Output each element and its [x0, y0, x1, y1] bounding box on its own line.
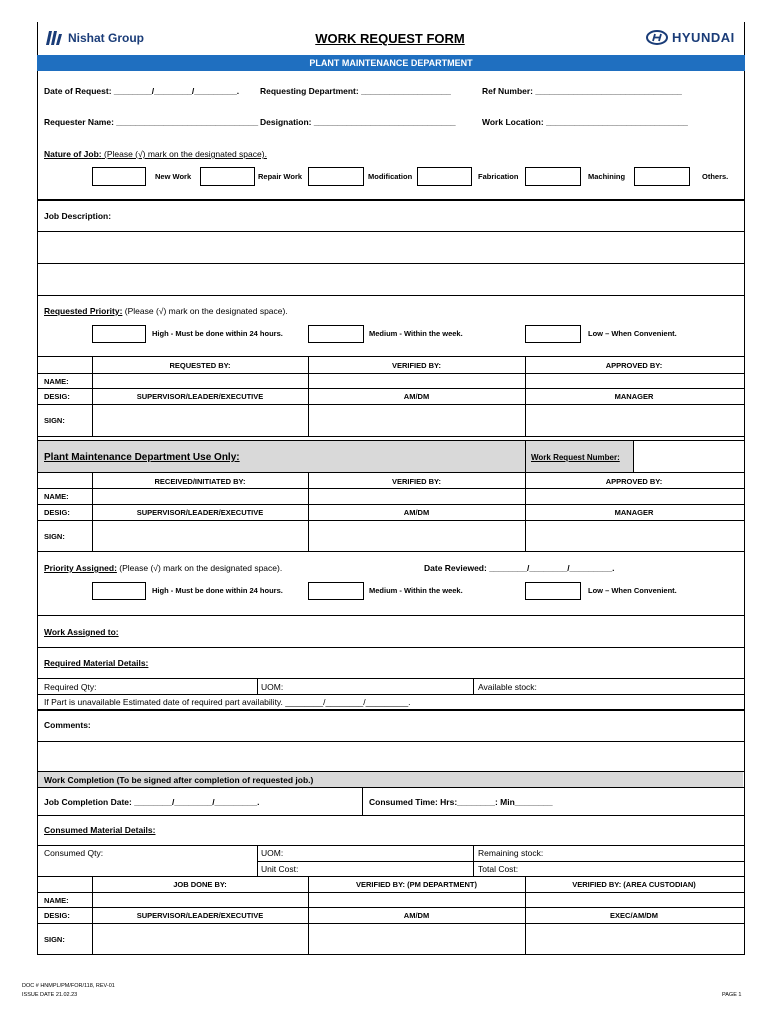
- divider: [37, 845, 745, 846]
- required-uom[interactable]: UOM:: [261, 682, 284, 692]
- pmd-desig-received: SUPERVISOR/LEADER/EXECUTIVE: [136, 508, 264, 517]
- pmd-title: Plant Maintenance Department Use Only:: [44, 452, 240, 463]
- divider: [37, 436, 745, 437]
- desig-row-label: DESIG:: [44, 508, 70, 517]
- consumed-qty[interactable]: Consumed Qty:: [44, 848, 104, 858]
- page-number: PAGE 1: [722, 992, 742, 998]
- divider: [257, 861, 745, 862]
- priority-medium-checkbox[interactable]: [308, 325, 364, 343]
- divider: [37, 356, 745, 357]
- designation[interactable]: Designation: ______________________________: [260, 117, 456, 127]
- divider: [37, 615, 745, 616]
- completion-desig-custodian: EXEC/AM/DM: [610, 911, 658, 920]
- new-work-checkbox[interactable]: [92, 167, 146, 186]
- fabrication-checkbox[interactable]: [417, 167, 472, 186]
- consumed-uom[interactable]: UOM:: [261, 848, 284, 858]
- priority-high-label: High - Must be done within 24 hours.: [152, 329, 283, 338]
- sign-row-label: SIGN:: [44, 935, 65, 944]
- form-title: WORK REQUEST FORM: [315, 31, 465, 46]
- name-row-label: NAME:: [44, 492, 69, 501]
- divider: [37, 694, 745, 695]
- priority-low-label: Low – When Convenient.: [588, 329, 677, 338]
- divider: [37, 373, 745, 374]
- priority-label: Requested Priority:: [44, 306, 123, 316]
- assigned-high-label: High - Must be done within 24 hours.: [152, 586, 283, 595]
- divider: [37, 520, 745, 521]
- desig-verified: AM/DM: [403, 392, 430, 401]
- pmd-approved-by-header: APPROVED BY:: [605, 477, 663, 486]
- verified-by-header: VERIFIED BY:: [391, 361, 442, 370]
- pmd-desig-approved: MANAGER: [614, 508, 654, 517]
- wr-number-input[interactable]: [634, 441, 743, 472]
- doc-number: DOC # HNMPL/PM/FOR/118, REV-01: [22, 983, 115, 989]
- consumed-material-label: Consumed Material Details:: [44, 825, 156, 835]
- others-label: Others.: [702, 172, 729, 181]
- modification-checkbox[interactable]: [308, 167, 364, 186]
- machining-label: Machining: [588, 172, 626, 181]
- job-description-line-1[interactable]: [37, 232, 745, 262]
- divider: [37, 404, 745, 405]
- divider: [37, 388, 745, 389]
- name-row-label: NAME:: [44, 377, 69, 386]
- divider: [473, 678, 474, 694]
- divider: [37, 892, 745, 893]
- divider: [257, 678, 258, 694]
- work-assigned-label[interactable]: Work Assigned to:: [44, 627, 119, 637]
- desig-row-label: DESIG:: [44, 911, 70, 920]
- sign-row-label: SIGN:: [44, 532, 65, 541]
- nature-label: Nature of Job:: [44, 149, 102, 159]
- priority-assigned-hint: (Please (√) mark on the designated space).: [116, 563, 283, 573]
- nishat-logo: [46, 31, 144, 45]
- requester-name[interactable]: Requester Name: ______________________________: [44, 117, 259, 127]
- divider: [257, 845, 258, 876]
- divider: [37, 678, 745, 679]
- repair-work-label: Repair Work: [258, 172, 303, 181]
- sign-row-label: SIGN:: [44, 416, 65, 425]
- completion-desig-pm: AM/DM: [403, 911, 430, 920]
- work-location[interactable]: Work Location: ______________________________: [482, 117, 688, 127]
- divider: [37, 551, 745, 552]
- job-description-label: Job Description:: [44, 211, 112, 221]
- divider: [362, 787, 363, 815]
- desig-row-label: DESIG:: [44, 392, 70, 401]
- approved-by-header: APPROVED BY:: [605, 361, 663, 370]
- date-reviewed[interactable]: Date Reviewed: ________/________/_________.: [424, 563, 615, 573]
- divider: [37, 199, 745, 201]
- modification-label: Modification: [368, 172, 413, 181]
- divider: [37, 295, 745, 296]
- divider: [37, 504, 745, 505]
- requested-priority: [44, 306, 288, 316]
- required-material-label: Required Material Details:: [44, 658, 149, 668]
- hyundai-logo: [646, 30, 735, 45]
- divider: [37, 488, 745, 489]
- verified-custodian-header: VERIFIED BY: (AREA CUSTODIAN): [572, 880, 696, 889]
- name-row-label: NAME:: [44, 896, 69, 905]
- ref-number[interactable]: Ref Number: _______________________________: [482, 86, 682, 96]
- new-work-label: New Work: [155, 172, 192, 181]
- brand-name: HYUNDAI: [672, 30, 735, 45]
- job-done-by-header: JOB DONE BY:: [173, 880, 227, 889]
- issue-date: ISSUE DATE 21.02.23: [22, 992, 78, 998]
- department-bar-text: PLANT MAINTENANCE DEPARTMENT: [309, 58, 473, 68]
- divider: [37, 709, 745, 711]
- pmd-verified-by-header: VERIFIED BY:: [391, 477, 442, 486]
- consumed-time[interactable]: Consumed Time: Hrs:________: Min________: [369, 797, 553, 807]
- priority-high-checkbox[interactable]: [92, 325, 146, 343]
- date-of-request[interactable]: Date of Request: ________/________/_________.: [44, 86, 240, 96]
- nature-hint: (Please (√) mark on the designated space).: [101, 149, 267, 159]
- priority-hint: (Please (√) mark on the designated space).: [122, 306, 288, 316]
- priority-low-checkbox[interactable]: [525, 325, 581, 343]
- divider: [633, 440, 634, 472]
- machining-checkbox[interactable]: [525, 167, 581, 186]
- priority-assigned: [44, 563, 282, 573]
- others-checkbox[interactable]: [634, 167, 690, 186]
- nature-of-job: [44, 149, 267, 159]
- received-by-header: RECEIVED/INITIATED BY:: [154, 477, 246, 486]
- divider: [37, 787, 745, 788]
- wr-number-label: Work Request Number:: [531, 453, 620, 462]
- fabrication-label: Fabrication: [478, 172, 519, 181]
- assigned-medium-checkbox[interactable]: [308, 582, 364, 600]
- assigned-medium-label: Medium - Within the week.: [369, 586, 463, 595]
- completion-desig-done: SUPERVISOR/LEADER/EXECUTIVE: [136, 911, 264, 920]
- repair-work-checkbox[interactable]: [200, 167, 255, 186]
- remaining-stock[interactable]: Remaining stock:: [478, 848, 544, 858]
- divider: [37, 815, 745, 816]
- requesting-department[interactable]: Requesting Department: ___________________: [260, 86, 451, 96]
- divider: [525, 440, 526, 472]
- desig-requested: SUPERVISOR/LEADER/EXECUTIVE: [136, 392, 264, 401]
- divider: [37, 923, 745, 924]
- completion-bar-text: Work Completion (To be signed after completion of requested job.): [44, 775, 314, 785]
- hyundai-logo-icon: [646, 30, 668, 45]
- verified-pm-header: VERIFIED BY: (PM DEPARTMENT): [356, 880, 477, 889]
- divider: [37, 907, 745, 908]
- divider: [37, 876, 745, 877]
- comments-line[interactable]: [37, 742, 745, 771]
- priority-assigned-label: Priority Assigned:: [44, 563, 117, 573]
- divider: [37, 472, 745, 473]
- required-qty[interactable]: Required Qty:: [44, 682, 97, 692]
- priority-medium-label: Medium - Within the week.: [369, 329, 463, 338]
- nishat-logo-icon: [46, 31, 64, 45]
- desig-approved: MANAGER: [614, 392, 654, 401]
- total-cost[interactable]: Total Cost:: [478, 864, 519, 874]
- company-name: Nishat Group: [68, 31, 145, 45]
- assigned-low-checkbox[interactable]: [525, 582, 581, 600]
- job-description-line-2[interactable]: [37, 264, 745, 294]
- unavailable-note[interactable]: If Part is unavailable Estimated date of required part availability. ________/________/_________.: [44, 697, 411, 707]
- job-completion-date[interactable]: Job Completion Date: ________/________/_________.: [44, 797, 260, 807]
- assigned-low-label: Low – When Convenient.: [588, 586, 677, 595]
- requested-by-header: REQUESTED BY:: [169, 361, 231, 370]
- divider: [473, 845, 474, 876]
- comments-label: Comments:: [44, 720, 91, 730]
- assigned-high-checkbox[interactable]: [92, 582, 146, 600]
- divider: [37, 647, 745, 648]
- pmd-desig-verified: AM/DM: [403, 508, 430, 517]
- available-stock[interactable]: Available stock:: [478, 682, 537, 692]
- unit-cost[interactable]: Unit Cost:: [261, 864, 299, 874]
